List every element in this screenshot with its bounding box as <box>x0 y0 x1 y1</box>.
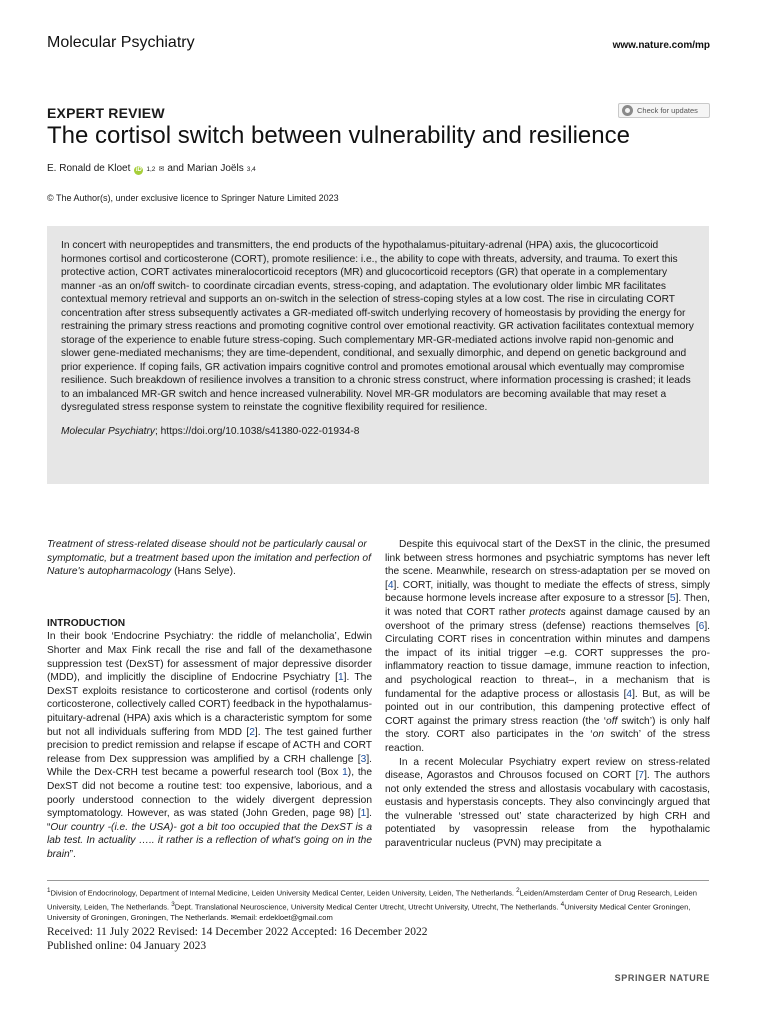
text-run: ]. CORT, initially, was thought to mediate the effects of stress, simply because hormone levels increase after exposure to a stressor [ <box>385 579 710 605</box>
citation-journal: Molecular Psychiatry <box>61 425 155 437</box>
author-name[interactable]: E. Ronald de Kloet <box>47 163 131 174</box>
section-label: EXPERT REVIEW <box>47 105 165 121</box>
footnote-number: 1 <box>47 887 51 894</box>
epigraph-author: (Hans Selye). <box>171 566 236 578</box>
reference-link[interactable]: 4 <box>387 579 394 591</box>
emphasis-text: off <box>606 715 618 727</box>
text-run: switch’ of the stress reaction. <box>385 729 710 754</box>
body-paragraph <box>385 756 710 851</box>
reference-link[interactable]: 1 <box>337 672 344 684</box>
text-run: ]. The authors not only extended the stress and allostasis vocabulary with cacostasis, eustasis and hyperstasis concepts. They also convincingly argued that the vulnerable ‘stressed out’ state characterized by high CRH and potentiated by vasopressin release from the hypothalamic paraventricular nucleus (PVN) may precipitate a <box>385 770 711 850</box>
abstract-box <box>47 226 709 484</box>
publisher-logo: SPRINGER NATURE <box>614 973 710 983</box>
orcid-icon[interactable]: iD <box>135 167 142 173</box>
affiliation-text: Dept. Translational Neuroscience, University Medical Center Utrecht, Utrecht University, Utrecht, The Netherlands. <box>174 902 561 912</box>
body-paragraph <box>385 538 710 756</box>
text-run: ]. But, as will be pointed out in our contribution, this dampening protective effect of CORT against the primary stress reaction (the ‘ <box>385 688 710 727</box>
affiliation-text: Division of Endocrinology, Department of Internal Medicine, Leiden University Medical Center, Leiden University, Leiden, The Netherlands. <box>50 888 517 898</box>
footnote-number: 2 <box>516 887 520 894</box>
reference-link[interactable]: 4 <box>626 688 633 700</box>
footnote-number: 4 <box>560 900 565 908</box>
affiliations-footnote <box>47 880 709 923</box>
author-affiliation: 3,4 <box>246 166 256 173</box>
check-updates-label: Check for updates <box>637 106 698 115</box>
affiliation-text: University Medical Center Groningen, University of Groningen, Groningen, The Netherlands. <box>47 902 691 923</box>
published-date: Published online: 04 January 2023 <box>47 940 207 952</box>
text-run: ]. Then, it was noted that CORT rather <box>385 593 711 618</box>
body-paragraph <box>47 630 372 861</box>
text-run: ]. Circulating CORT rises in concentration within minutes and dampens the impact of its initial trigger –e.g. CORT suppresses the pro-inflammatory reaction to tissue damage, immune reaction to infection, and psychological reaction to threat–, in a mechanism that is fundamental for the adaptive process or allostasis [ <box>385 620 710 700</box>
reference-link[interactable]: 2 <box>249 726 255 738</box>
box-link[interactable]: 1 <box>342 767 348 779</box>
article-title: The cortisol switch between vulnerability and resilience <box>47 122 630 149</box>
section-heading: INTRODUCTION <box>47 617 126 629</box>
emphasis-text: protects <box>529 606 566 618</box>
left-column <box>47 538 372 861</box>
author-name[interactable]: Marian Joëls <box>187 163 244 174</box>
text-run: ), the DexST did not become a routine test: too expensive, laborious, and a poorly understood connection to the widely divergent depression symptomatology. However, as was stated (John Greden, page 98) [ <box>47 767 372 820</box>
text-run: ]. While the Dex-CRH test became a powerful research tool (Box <box>47 753 372 779</box>
text-run: Despite this equivocal start of the DexST in the clinic, the presumed link between stress hormones and psychiatric symptoms has never left the scene. Meanwhile, research on stress-adaptation per se moved on [ <box>385 539 710 591</box>
author-line <box>47 163 256 175</box>
epigraph <box>47 538 372 579</box>
emphasis-text: on <box>592 729 604 741</box>
affiliation-text: Leiden/Amsterdam Center of Drug Research, Leiden University, Leiden, The Netherlands. <box>47 888 697 912</box>
reference-link[interactable]: 5 <box>669 593 676 605</box>
text-run: In their book ‘Endocrine Psychiatry: the riddle of melancholia’, Edwin Shorter and Max Fink recall the rise and fall of the dexamethasone suppression test (DexST) for assessment of major depressive disorder (MDD), and implicitly the discipline of Endocrine Psychiatry [ <box>47 631 372 684</box>
text-run: switch’) is only half the story. CORT also participates in the ‘ <box>385 715 710 741</box>
received-dates: Received: 11 July 2022 Revised: 14 December 2022 Accepted: 16 December 2022 <box>47 926 428 938</box>
citation-line <box>61 426 695 437</box>
reference-link[interactable]: 3 <box>360 753 367 765</box>
right-column <box>385 538 710 851</box>
text-run: ]. “ <box>47 808 372 833</box>
quoted-text: Our country -(i.e. the USA)- got a bit too occupied that the DexST is a lab test. In actuality ….. it rather is a reflection of what's going on in the brain <box>47 821 372 860</box>
abstract-text: In concert with neuropeptides and transmitters, the end products of the hypothalamus-pituitary-adrenal (HPA) axis, the glucocorticoid hormones cortisol and corticosterone (CORT), promote resilience: i.e., the ability to cope with threats, adversity, and trauma. To exert this protective action, CORT activates mineralocorticoid receptors (MR) and glucocorticoid receptors (GR) that operate in a complementary manner -as an on/off switch- to coordinate circadian events, stress-coping, and adaptation. The evolutionary older limbic MR facilitates contextual memory retrieval and supports an on-switch in the selection of stress-coping styles at a low cost. The rise in circulating CORT concentration after stress subsequently activates a GR-mediated off-switch underlying recovery of homeostasis by providing the energy for restraining the primary stress reactions and promoting cognitive control over emotional reactivity. GR activation facilitates contextual memory storage of the experience to enable future stress-coping. Such complementary MR-GR-mediated actions involve rapid non-genomic and slower gene-mediated mechanisms; they are time-dependent, conditional, and sexually dimorphic, and depend on genetic background and prior experience. If coping fails, GR activation impairs cognitive control and promotes emotional arousal which eventually may compromise resilience. Such breakdown of resilience involves a transition to a chronic stress construct, where information processing is crashed; it leads to an imbalanced MR-GR switch and hence increased vulnerability. Novel MR-GR modulators are becoming available that may reset a dysregulated stress response system to reinstate the cognitive flexibility required for resilience. <box>61 240 694 413</box>
text-run: ]. The test gained further precision to predict remission and relapse if escape of ACTH and CORT release from Dex suppression was amplified by a CRH challenge [ <box>47 726 372 765</box>
text-run: In a recent Molecular Psychiatry expert review on stress-related disease, Agorastos and Chrousos focused on CORT [ <box>385 756 710 782</box>
reference-link[interactable]: 7 <box>638 770 645 782</box>
text-run: ]. The DexST exploits resistance to corticosterone and cortisol (rodents only corticosterone, collectively called CORT) feedback in the hypothalamus-pituitary-adrenal (HPA) axis which is a characteristic symptom for some but not all individuals suffering from MDD [ <box>47 672 372 738</box>
author-email[interactable]: email: erdekloet@gmail.com <box>236 913 333 923</box>
journal-url[interactable]: www.nature.com/mp <box>612 40 710 51</box>
journal-name: Molecular Psychiatry <box>47 34 195 51</box>
crossmark-icon <box>622 105 633 116</box>
citation-doi[interactable]: ; https://doi.org/10.1038/s41380-022-01934-8 <box>154 425 360 437</box>
text-run: ”. <box>69 848 76 860</box>
text-run: against damage caused by an overshoot of the primary stress (defense) reactions themselves [ <box>385 606 710 632</box>
check-for-updates-button[interactable] <box>618 103 710 118</box>
author-connector: and <box>167 163 184 174</box>
copyright-notice: © The Author(s), under exclusive licence to Springer Nature Limited 2023 <box>47 193 339 203</box>
epigraph-quote: Treatment of stress-related disease should not be particularly causal or symptomatic, but a treatment based upon the imitation and perfection of Nature's autopharmacology <box>47 539 371 578</box>
envelope-icon: ✉ <box>230 913 237 923</box>
envelope-icon[interactable]: ✉ <box>158 166 165 173</box>
reference-link[interactable]: 6 <box>698 620 705 632</box>
reference-link[interactable]: 1 <box>360 808 367 820</box>
footnote-number: 3 <box>171 900 175 908</box>
author-affiliation: 1,2 <box>146 166 156 173</box>
article-dates <box>47 925 428 953</box>
